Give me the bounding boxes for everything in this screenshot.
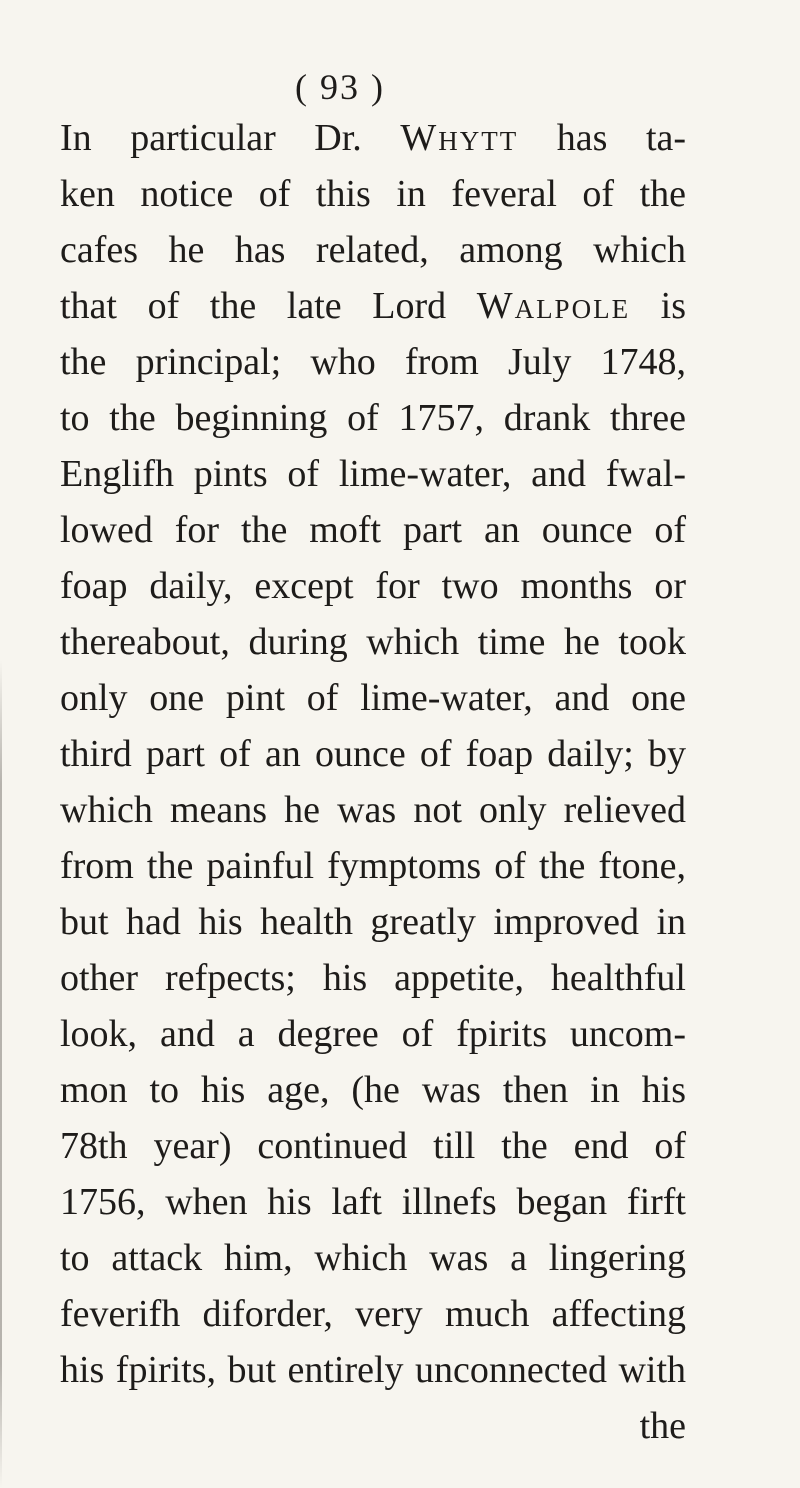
text-line-15: but had his health greatly improved in (60, 901, 686, 943)
text-segment: In particular Dr. (60, 117, 362, 159)
person-name-walpole: Walpole (476, 285, 631, 327)
text-line-21: to attack him, which was a lingering (60, 1237, 686, 1279)
text-line-19: 78th year) continued till the end of (60, 1125, 686, 1167)
text-line-2: ken notice of this in feveral of the (60, 173, 686, 215)
page-edge-shadow (0, 660, 2, 1488)
text-line-16: other refpects; his appetite, healthful (60, 957, 686, 999)
text-segment: that of the late Lord (60, 285, 447, 327)
text-segment: is (660, 285, 687, 327)
catchword: the (639, 1405, 686, 1447)
text-line-18: mon to his age, (he was then in his (60, 1069, 686, 1111)
text-line-3: cafes he has related, among which (60, 229, 686, 271)
text-line-8: lowed for the moft part an ounce of (60, 509, 686, 551)
text-line-10: thereabout, during which time he took (60, 621, 686, 663)
text-line-22: feverifh diforder, very much affecting (60, 1293, 686, 1335)
text-segment: has ta- (556, 117, 687, 159)
text-line-14: from the painful fymptoms of the ftone, (60, 845, 686, 887)
text-line-11: only one pint of lime-water, and one (60, 677, 686, 719)
text-line-20: 1756, when his laft illnefs began firft (60, 1181, 686, 1223)
text-line-13: which means he was not only relieved (60, 789, 686, 831)
text-line-7: Englifh pints of lime-water, and fwal- (60, 453, 686, 495)
text-line-6: to the beginning of 1757, drank three (60, 397, 686, 439)
text-line-23: his fpirits, but entirely unconnected with (60, 1349, 686, 1391)
author-name-whytt: Whytt (400, 117, 519, 159)
text-line-12: third part of an ounce of foap daily; by (60, 733, 686, 775)
text-line-4 (60, 284, 686, 328)
text-line-1 (60, 116, 686, 160)
text-line-5: the principal; who from July 1748, (60, 341, 686, 383)
page-number: ( 93 ) (295, 67, 385, 107)
text-line-17: look, and a degree of fpirits uncom- (60, 1013, 686, 1055)
text-line-9: foap daily, except for two months or (60, 565, 686, 607)
